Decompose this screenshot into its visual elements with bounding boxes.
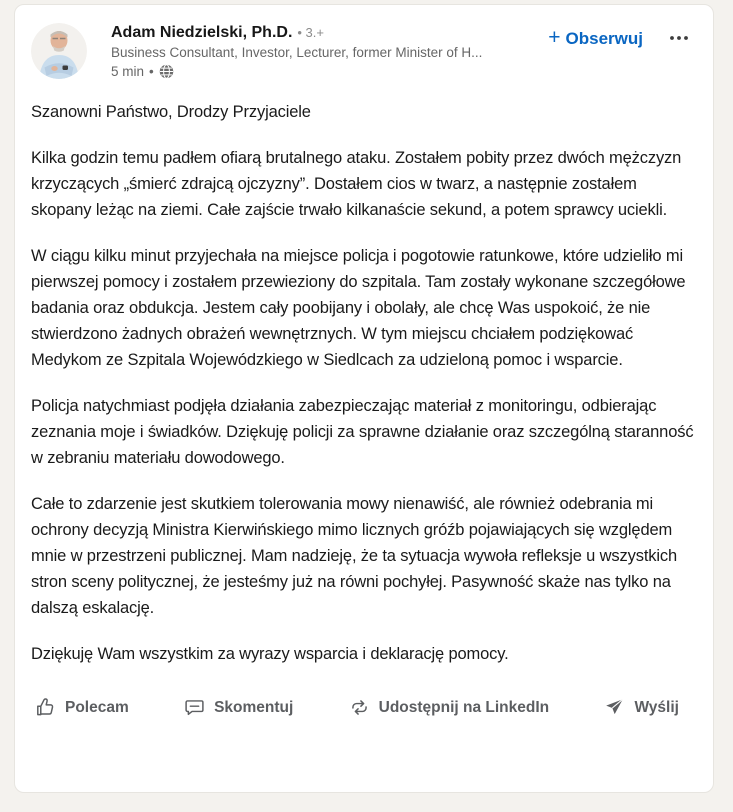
repost-icon [349,697,370,718]
thumbs-up-icon [35,697,56,718]
globe-icon [159,64,174,79]
plus-icon: + [548,26,561,49]
follow-label: Obserwuj [565,29,643,48]
send-icon [604,697,625,718]
post-paragraph: Policja natychmiast podjęła działania zabezpieczając materiał z monitoringu, odbierając zeznania moje i świadków. Dziękuję policji za sprawne działanie oraz szczególną staranność w zebraniu materiału dowodowego. [31,397,694,467]
avatar[interactable] [31,23,87,79]
send-label: Wyślij [634,698,679,716]
repost-button[interactable] [341,685,558,730]
comment-button[interactable] [176,685,301,730]
ellipsis-icon [669,35,689,41]
action-bar [15,685,713,730]
post-paragraph: Szanowni Państwo, Drodzy Przyjaciele [31,103,311,121]
follow-button[interactable] [542,25,649,53]
post-meta [111,63,482,79]
meta-separator: • [149,63,154,79]
repost-label: Udostępnij na LinkedIn [378,698,550,716]
name-row [111,24,482,42]
post-paragraph: Dziękuję Wam wszystkim za wyrazy wsparcia i deklarację pomocy. [31,645,509,663]
like-label: Polecam [65,698,129,716]
linkedin-post-card [14,4,714,793]
post-body [15,85,713,667]
author-name[interactable]: Adam Niedzielski, Ph.D. [111,24,293,41]
connection-degree: • 3.+ [297,25,324,40]
actor-info [111,23,482,79]
timestamp: 5 min [111,63,145,79]
avatar-photo [31,23,87,79]
send-button[interactable] [596,685,687,730]
post-paragraph: Kilka godzin temu padłem ofiarą brutalnego ataku. Zostałem pobity przez dwóch mężczyzn krzyczących „śmierć zdrajcą ojczyzny”. Dostałem cios w twarz, a następnie zostałem skopany leżąc na ziemi. Całe zajście trwało kilkanaście sekund, a potem sprawcy uciekli. [31,149,682,219]
comment-label: Skomentuj [214,698,294,716]
post-paragraph: Całe to zdarzenie jest skutkiem tolerowania mowy nienawiść, ale również odebrania mi ochrony decyzją Ministra Kierwińskiego mimo licznych gróźb pojawiających się względem mnie w przestrzeni publicznej. Mam nadzieję, że ta sytuacja wywoła refleksje u wszystkich stron sceny politycznej, że jesteśmy już na równi pochyłej. Pasywność skaże nas tylko na dalszą eskalację. [31,495,677,617]
author-headline: Business Consultant, Investor, Lecturer, former Minister of H... [111,45,483,60]
overflow-menu-button[interactable] [663,27,695,49]
post-paragraph: W ciągu kilku minut przyjechała na miejsce policja i pogotowie ratunkowe, które udzieliło mi pierwszej pomocy i zostałem przewieziony do szpitala. Tam zostały wykonane szczegółowe badania oraz obdukcja. Jestem cały poobijany i obolały, ale chcę Was uspokoić, że nie stwierdzono żadnych obrażeń wewnętrznych. W tym miejscu chciałem podziękować Medykom ze Szpitala Wojewódzkiego w Siedlcach za udzieloną pomoc i wsparcie. [31,247,686,369]
post-header [15,5,713,85]
comment-icon [184,697,205,718]
like-button[interactable] [27,685,137,730]
